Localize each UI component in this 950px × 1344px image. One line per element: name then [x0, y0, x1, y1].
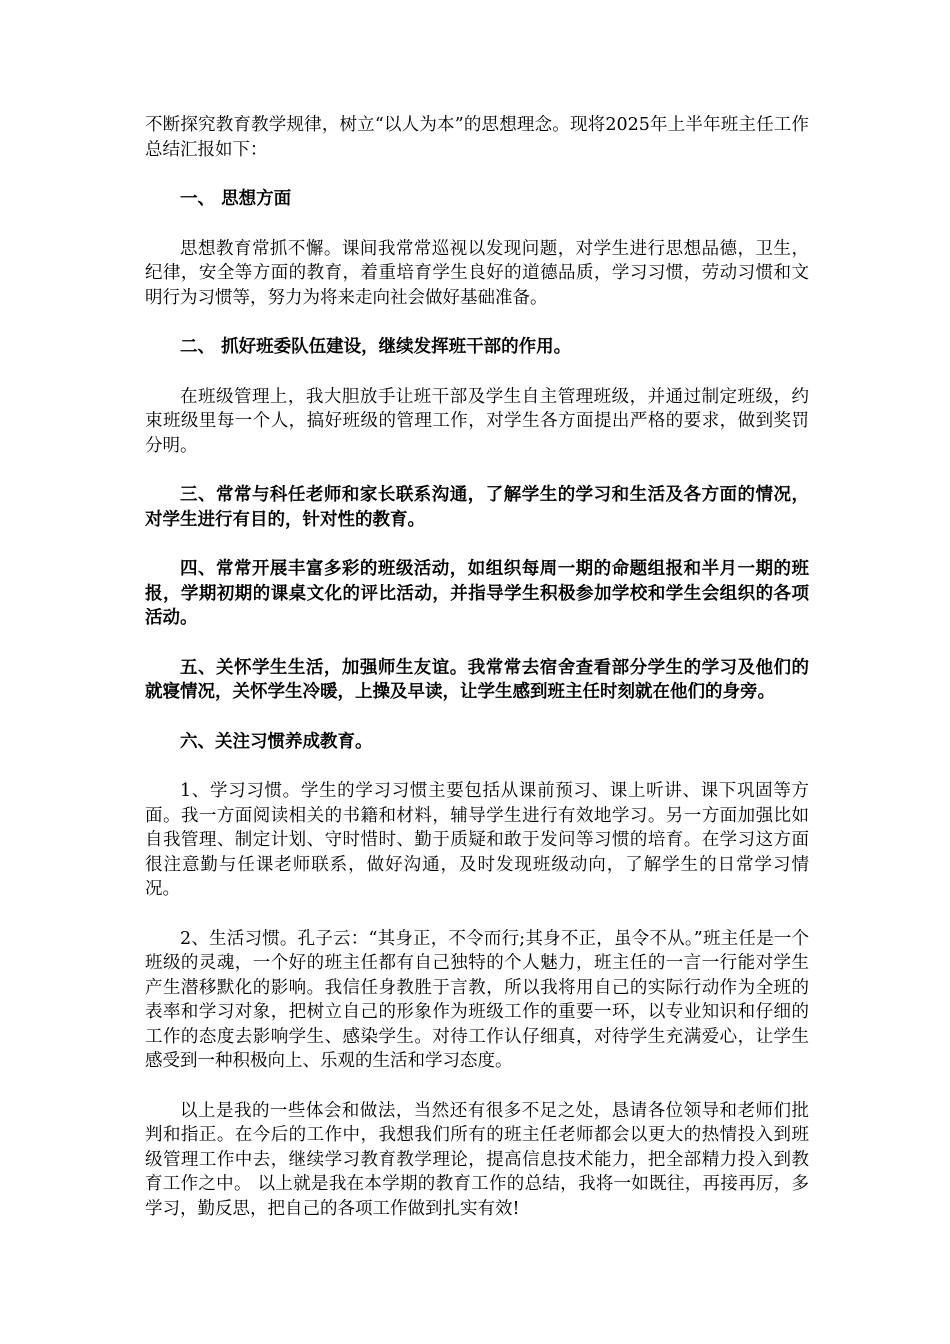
- section-heading-thought: 一、 思想方面: [180, 189, 292, 209]
- section-heading-class-committee: 二、 抓好班委队伍建设，继续发挥班干部的作用。: [180, 337, 572, 357]
- section-communication: 三、常常与科任老师和家长联系沟通，了解学生的学习和生活及各方面的情况，对学生进行有目的，针对性的教育。: [145, 485, 809, 530]
- conclusion-paragraph: 以上是我的一些体会和做法，当然还有很多不足之处，恳请各位领导和老师们批判和指正。在今后的工作中，我想我们所有的班主任老师都会以更大的热情投入到班级管理工作中去，继续学习教育教学理论，提高信息技术能力，把全部精力投入到教育工作之中。 以上就是我在本学期的教育工作的总结，我将一如既往，再接再厉，多学习，勤反思，把自己的各项工作做到扎实有效!: [145, 1100, 809, 1219]
- section-body-class-committee: 在班级管理上，我大胆放手让班干部及学生自主管理班级，并通过制定班级，约束班级里每一个人，搞好班级的管理工作，对学生各方面提出严格的要求，做到奖罚分明。: [145, 386, 809, 456]
- section-activities: 四、常常开展丰富多彩的班级活动，如组织每周一期的命题组报和半月一期的班报，学期初期的课桌文化的评比活动，并指导学生积极参加学校和学生会组织的各项活动。: [145, 559, 809, 628]
- intro-paragraph: 不断探究教育教学规律，树立“以人为本”的思想理念。现将2025年上半年班主任工作总结汇报如下：: [145, 115, 809, 160]
- document-page: [145, 113, 809, 1246]
- habit-life-paragraph: 2、生活习惯。孔子云：“其身正，不令而行;其身不正，虽令不从。”班主任是一个班级的灵魂，一个好的班主任都有自己独特的个人魅力，班主任的一言一行能对学生产生潜移默化的影响。我信任身教胜于言教，所以我将用自己的实际行动作为全班的表率和学习对象，把树立自己的形象作为班级工作的重要一环，以专业知识和仔细的工作的态度去影响学生、感染学生。对待工作认仔细真，对待学生充满爱心，让学生感受到一种积极向上、乐观的生活和学习态度。: [145, 928, 809, 1071]
- section-body-thought: 思想教育常抓不懈。课间我常常巡视以发现问题，对学生进行思想品德，卫生，纪律，安全等方面的教育，着重培育学生良好的道德品质，学习习惯，劳动习惯和文明行为习惯等，努力为将来走向社会做好基础准备。: [145, 238, 809, 308]
- section-student-life: 五、关怀学生生活，加强师生友谊。我常常去宿舍查看部分学生的学习及他们的就寝情况，关怀学生冷暖，上操及早读，让学生感到班主任时刻就在他们的身旁。: [145, 657, 809, 702]
- habit-study-paragraph: 1、学习习惯。学生的学习习惯主要包括从课前预习、课上听讲、课下巩固等方面。我一方面阅读相关的书籍和材料，辅导学生进行有效地学习。另一方面加强比如自我管理、制定计划、守时惜时、勤于质疑和敢于发问等习惯的培育。在学习这方面很注意勤与任课老师联系，做好沟通，及时发现班级动向，了解学生的日常学习情况。: [145, 781, 809, 899]
- section-heading-habits: 六、关注习惯养成教育。: [180, 731, 373, 752]
